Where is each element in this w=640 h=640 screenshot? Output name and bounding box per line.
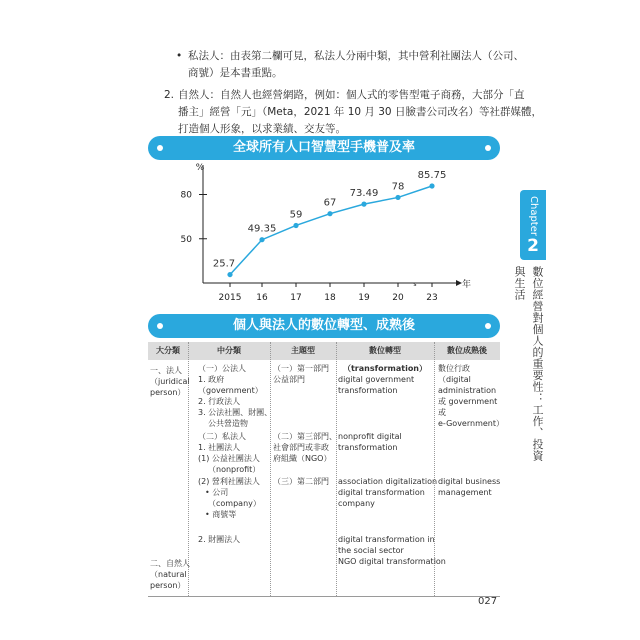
table-cell: • 商號等: [205, 510, 237, 519]
x-tick-label: 23: [426, 293, 438, 303]
table-cell: 或 government: [438, 397, 498, 406]
banner-dot-left: [157, 323, 163, 329]
table-cell: (2) 營利社團法人: [198, 477, 260, 486]
data-label: 85.75: [417, 170, 447, 182]
data-point: [361, 202, 366, 207]
x-tick-label: 19: [358, 293, 370, 303]
table-cell: administration: [438, 386, 497, 395]
y-tick-label: 80: [180, 190, 192, 201]
data-label: 25.7: [212, 258, 236, 270]
data-point: [429, 183, 434, 188]
table-cell: digital business: [438, 477, 501, 486]
table-cell: transformation: [338, 443, 398, 452]
data-point: [293, 223, 298, 228]
table-cell: 2. 行政法人: [198, 397, 241, 406]
table-cell: （一）公法人: [198, 364, 246, 373]
table-cell: company: [338, 499, 375, 508]
data-label: 49.35: [247, 223, 277, 235]
table-cell: e-Government）: [438, 419, 504, 428]
bullet-text-line1: 私法人：由表第二欄可見，私法人分兩中類，其中營利社團法人（公司、: [188, 50, 524, 62]
axis-break-mark: s: [413, 281, 417, 288]
data-label: 78: [391, 181, 405, 193]
table-cell: 或: [438, 408, 446, 417]
table-cell: 府組織（NGO）: [273, 454, 332, 463]
chapter-number: 2: [527, 236, 539, 256]
table-cell: （natural: [150, 570, 187, 579]
chapter-word: Chapter: [528, 196, 539, 236]
table-cell: person）: [150, 388, 186, 397]
header-maturity: 數位成熟後: [447, 346, 487, 355]
table-cell: person）: [150, 581, 186, 590]
table-cell: 1. 政府: [198, 375, 225, 384]
bullet-text-line2: 商號）是本書重點。: [188, 67, 283, 79]
column-divider: [336, 342, 337, 596]
header-sub-category: 中分類: [217, 346, 241, 355]
x-axis-unit: 年: [462, 280, 472, 290]
chart-title: 全球所有人口智慧型手機普及率: [232, 140, 415, 155]
x-tick-label: 17: [290, 293, 302, 303]
item2-line3: 打造個人形象，以求業績、交友等。: [178, 123, 346, 135]
table-cell: （company）: [208, 499, 261, 508]
table-cell: NGO digital transformation: [338, 557, 446, 566]
table-cell: （digital: [438, 375, 471, 384]
data-point: [259, 237, 264, 242]
table-cell: (1) 公益社團法人: [198, 454, 260, 463]
table-cell: （juridical: [150, 377, 190, 386]
table-cell: 公益部門: [273, 375, 305, 384]
table-cell: digital transformation: [338, 488, 425, 497]
table-cell: （二）私法人: [198, 432, 246, 441]
data-point: [327, 211, 332, 216]
header-transformation: 數位轉型（transformation）: [342, 346, 428, 373]
data-label: 59: [289, 209, 303, 221]
table-cell: （三）第二部門: [273, 477, 329, 486]
table-cell: the social sector: [338, 546, 404, 555]
chapter-tab: [520, 190, 546, 260]
data-label: 73.49: [349, 188, 379, 200]
item2-number: 2.: [164, 89, 175, 101]
table-cell: 1. 社團法人: [198, 443, 241, 452]
table-title-banner: [148, 314, 500, 338]
table-cell: 二、自然人: [150, 559, 190, 568]
x-tick-label: 2015: [218, 293, 242, 303]
chapter-title-vertical: 數位經營對個人的重要性：工作、投資與生活: [513, 266, 544, 462]
table-cell: • 公司: [205, 488, 229, 497]
y-axis-unit: %: [195, 163, 205, 173]
item2-line1: 自然人：自然人也經營網路，例如：個人式的零售型電子商務，大部分「直: [178, 89, 525, 101]
data-point: [395, 195, 400, 200]
y-tick-label: 50: [180, 234, 192, 245]
header-theme: 主題型: [291, 346, 315, 355]
table-cell: （一）第一部門: [273, 364, 329, 373]
table-cell: （nonprofit）: [208, 465, 261, 474]
table-cell: association digitalization: [338, 477, 438, 486]
table-cell: 社會部門或非政: [273, 443, 329, 452]
item2-line2: 播主」經營「元」（Meta，2021 年 10 月 30 日臉書公司改名）等社群媒體，: [178, 106, 542, 118]
x-tick-label: 16: [256, 293, 268, 303]
table-cell: 2. 財團法人: [198, 535, 241, 544]
header-major-category: 大分類: [156, 346, 180, 355]
banner-dot-right: [485, 323, 491, 329]
bullet-dot: •: [176, 50, 183, 62]
column-divider: [270, 342, 271, 596]
table-cell: 一、法人: [150, 366, 182, 375]
table-cell: 數位行政: [438, 364, 470, 373]
table-cell: （二）第三部門、: [273, 432, 337, 441]
data-label: 67: [323, 197, 337, 209]
x-tick-label: 20: [392, 293, 404, 303]
table-title: 個人與法人的數位轉型、成熟後: [232, 318, 415, 333]
table-cell: 3. 公法社團、財團、: [198, 408, 273, 417]
table-cell: （government）: [198, 386, 263, 395]
page-number: 027: [478, 596, 498, 607]
table-cell: nonprofit digital: [338, 432, 402, 441]
x-tick-label: 18: [324, 293, 336, 303]
table-cell: transformation: [338, 386, 398, 395]
table-cell: 公共營造物: [208, 419, 248, 428]
table-cell: digital government: [338, 375, 415, 384]
table-cell: digital transformation in: [338, 535, 435, 544]
table-cell: management: [438, 488, 492, 497]
data-point: [227, 272, 232, 277]
